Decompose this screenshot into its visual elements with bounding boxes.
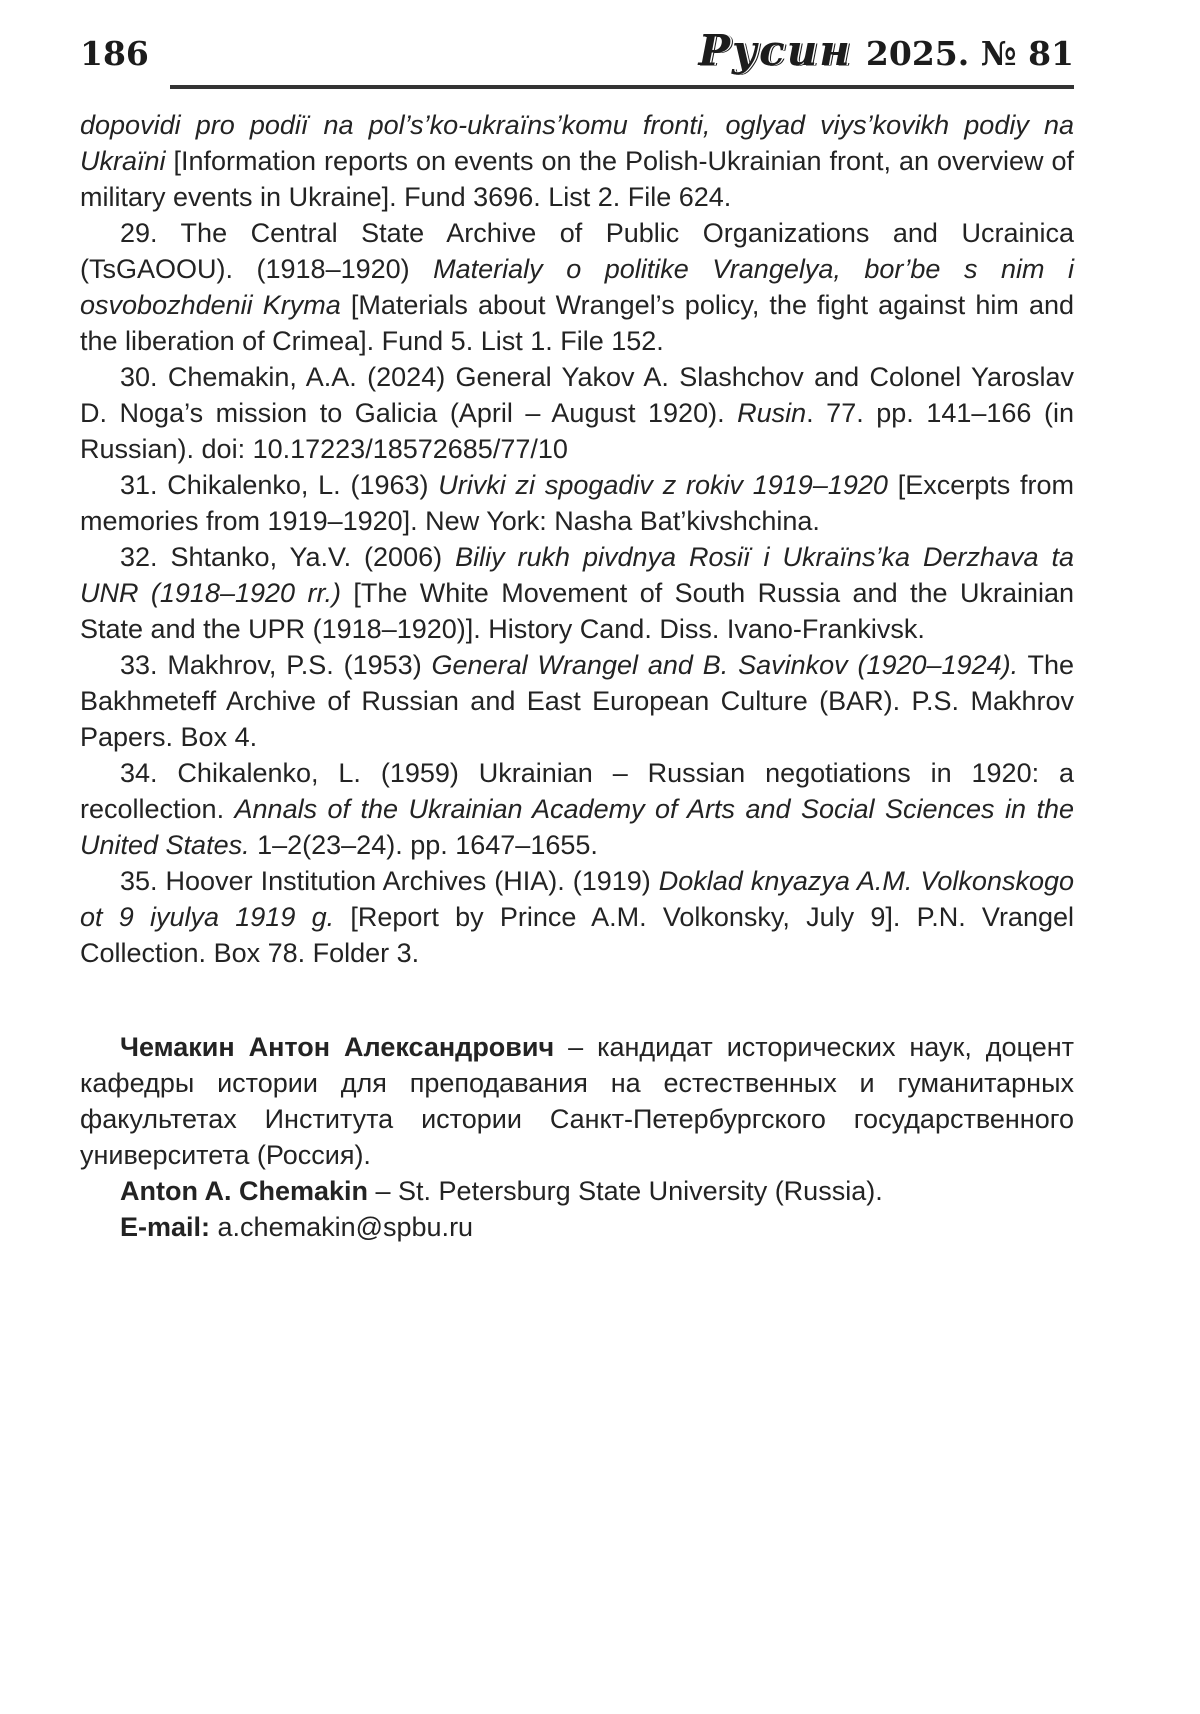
reference-30: [80, 359, 1074, 467]
reference-34: [80, 755, 1074, 863]
journal-logo: Русин: [698, 26, 852, 75]
reference-29: [80, 215, 1074, 359]
header-rule: [170, 85, 1074, 89]
issue-info: 2025. № 81: [865, 34, 1074, 73]
reference-segment: [Information reports on events on the Polish-Ukrainian front, an overview of military events in Ukraine]. Fund 3696. List 2. File 624.: [80, 146, 1074, 212]
reference-segment: General Wrangel and B. Savinkov (1920–1924).: [431, 650, 1019, 680]
reference-segment: 29. The Central State Archive of Public Organizations and Ucrainica (TsGAOOU). (1918–1920): [80, 218, 1074, 284]
reference-segment: Biliy rukh pivdnya Rosiï i Ukraïns’ka Derzhava ta UNR (1918–1920 rr.): [80, 542, 1074, 608]
author-email-line: [80, 1209, 1074, 1245]
reference-segment: 33. Makhrov, P.S. (1953): [120, 650, 432, 680]
reference-segment: Doklad knyazya A.M. Volkonskogo ot 9 iyulya 1919 g.: [80, 866, 1075, 932]
author-bio-english: [80, 1173, 1074, 1209]
running-head-right: [698, 26, 1074, 75]
author-bio-text: – кандидат исторических наук, доцент кафедры истории для преподавания на естественных и гуманитарных факультетах Института истории Санкт-Петербургского государственного университета (Россия).: [80, 1032, 1074, 1170]
reference-32: [80, 539, 1074, 647]
reference-31: [80, 467, 1074, 539]
author-info: [80, 1029, 1074, 1245]
reference-segment: 30. Chemakin, A.A. (2024) General Yakov A. Slashchov and Colonel Yaroslav D. Noga’s mission to Galicia (April – August 1920).: [80, 362, 1074, 428]
email-address: a.chemakin@spbu.ru: [210, 1212, 474, 1242]
reference-segment: [Excerpts from memories from 1919–1920]. New York: Nasha Bat’kivshchina.: [80, 470, 1074, 536]
author-name-russian: Чемакин Антон Александрович: [120, 1032, 555, 1062]
reference-segment: 1–2(23–24). pp. 1647–1655.: [249, 830, 598, 860]
author-bio-russian: [80, 1029, 1074, 1173]
reference-segment: [Materials about Wrangel’s policy, the fight against him and the liberation of Crimea]. Fund 5. List 1. File 152.: [80, 290, 1075, 356]
reference-segment: Annals of the Ukrainian Academy of Arts and Social Sciences in the United States.: [80, 794, 1074, 860]
reference-segment: 34. Chikalenko, L. (1959) Ukrainian – Russian negotiations in 1920: a recollection.: [80, 758, 1074, 824]
page-number: 186: [80, 34, 149, 73]
reference-segment: Rusin: [737, 398, 807, 428]
reference-segment: [The White Movement of South Russia and the Ukrainian State and the UPR (1918–1920)]. History Cand. Diss. Ivano-Frankivsk.: [80, 578, 1075, 644]
reference-segment: dopovidi pro podiï na pol’s’ko-ukraïns’komu fronti, oglyad viys’kovikh podiy na Ukraïni: [80, 110, 1074, 176]
reference-segment: 32. Shtanko, Ya.V. (2006): [120, 542, 456, 572]
author-name-english: Anton A. Chemakin: [120, 1176, 369, 1206]
email-label: E-mail:: [120, 1212, 211, 1242]
reference-33: [80, 647, 1074, 755]
reference-28-continuation: [80, 107, 1074, 215]
reference-segment: [Report by Prince A.M. Volkonsky, July 9]. P.N. Vrangel Collection. Box 78. Folder 3.: [80, 902, 1074, 968]
reference-35: [80, 863, 1074, 971]
reference-segment: Materialy o politike Vrangelya, bor’be s nim i osvobozhdenii Kryma: [80, 254, 1074, 320]
references-list: [80, 107, 1074, 971]
reference-segment: Urivki zi spogadiv z rokiv 1919–1920: [438, 470, 898, 500]
reference-segment: . 77. pp. 141–166 (in Russian). doi: 10.17223/18572685/77/10: [80, 398, 1074, 464]
reference-segment: The Bakhmeteff Archive of Russian and East European Culture (BAR). P.S. Makhrov Papers. Box 4.: [80, 650, 1074, 752]
reference-segment: 35. Hoover Institution Archives (HIA). (1919): [120, 866, 659, 896]
reference-segment: 31. Chikalenko, L. (1963): [120, 470, 439, 500]
author-affiliation-text: – St. Petersburg State University (Russia).: [368, 1176, 883, 1206]
running-head: [80, 26, 1074, 75]
